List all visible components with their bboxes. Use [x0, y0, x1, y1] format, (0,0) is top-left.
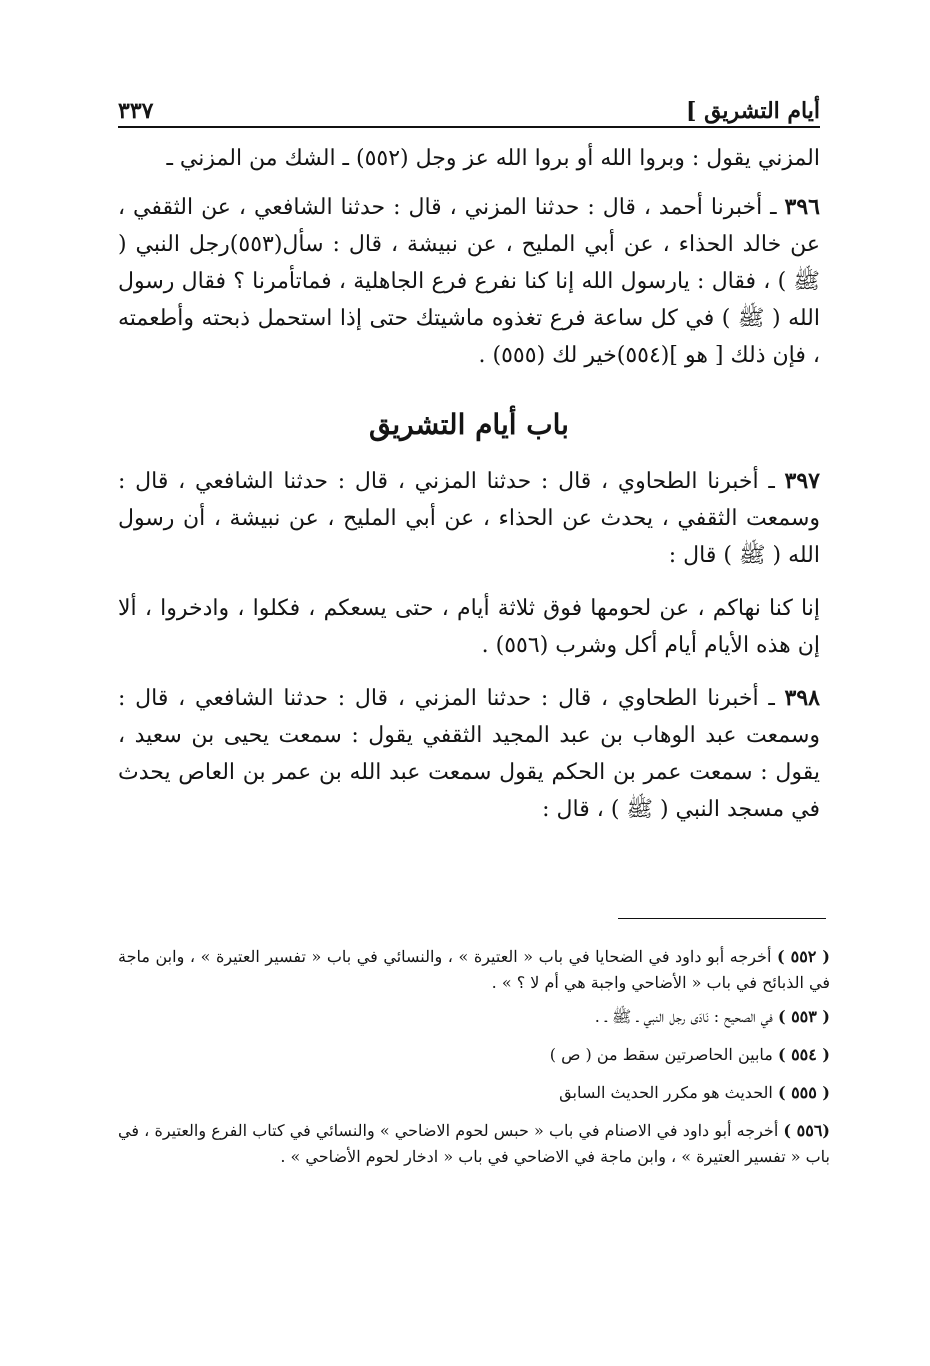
- footnote-separator: [618, 918, 826, 919]
- footnotes: [118, 944, 830, 1178]
- paragraph-396: [118, 189, 820, 374]
- footnote-number: ( ٥٥٣ ): [777, 1007, 830, 1026]
- footnote-556: [118, 1118, 830, 1170]
- footnote-554: [118, 1042, 830, 1068]
- footnote-552: [118, 944, 830, 996]
- continuation-paragraph: المزني يقول : وبروا الله أو بروا الله عز وجل (٥٥٢) ـ الشك من المزني ـ: [166, 146, 820, 171]
- footnote-553: [118, 1004, 830, 1030]
- footnote-text: مابين الحاصرتين سقط من ( ص ): [549, 1045, 778, 1064]
- page-header: [118, 84, 820, 124]
- paragraph-397-text: ـ أخبرنا الطحاوي ، قال : حدثنا المزني ، قال : حدثنا الشافعي ، قال : وسمعت الثقفي ، يحدث عن الحذاء ، عن أبي المليح ، عن نبيشة ، أن رسول الله ( ﷺ ) قال :: [118, 469, 820, 568]
- hadith-text: إنا كنا نهاكم ، عن لحومها فوق ثلاثة أيام ، حتى يسعكم ، فكلوا ، وادخروا ، ألا إن هذه الأيام أيام أكل وشرب (٥٥٦) .: [118, 596, 820, 658]
- footnote-text: أخرجه أبو داود في الضحايا في باب « العتيرة » ، والنسائي في باب « تفسير العتيرة » ، وابن ماجة في الذبائح في باب « الأضاحي واجبة هي أم لا ؟ » .: [118, 947, 830, 992]
- footnote-text: أخرجه أبو داود في الاصنام في باب « حبس لحوم الاضاحي » والنسائي في كتاب الفرع والعتيرة ، في باب « تفسير العتيرة » ، وابن ماجة في الاضاحي في باب « ادخار لحوم الأضاحي » .: [118, 1121, 830, 1166]
- page-number: ٣٣٧: [118, 98, 154, 124]
- paragraph-398: [118, 680, 820, 828]
- header-rule: [118, 126, 820, 128]
- footnote-number: ( ٥٥٥ ): [777, 1083, 830, 1102]
- paragraph-397: [118, 463, 820, 574]
- hadith-number-398: ٣٩٨: [784, 685, 820, 711]
- paragraph-396-text: ـ أخبرنا أحمد ، قال : حدثنا المزني ، قال : حدثنا الشافعي ، عن الثقفي ، عن خالد الحذاء ، عن أبي المليح ، عن نبيشة ، قال : سأل(٥٥٣)رجل النبي ( ﷺ ) ، فقال : يارسول الله إنا كنا نفرع فرع الجاهلية ، فماتأمرنا ؟ فقال رسول الله ( ﷺ ) في كل ساعة فرع تغذوه ماشيتك حتى إذا استحمل ذبحته وأطعمته ، فإن ذلك [ هو ](٥٥٤)خير لك (٥٥٥) .: [118, 195, 820, 368]
- footnote-number: ( ٥٥٤ ): [777, 1045, 830, 1064]
- hadith-number-397: ٣٩٧: [784, 468, 820, 494]
- section-heading: باب أيام التشريق: [369, 408, 569, 441]
- footnote-number: (٥٥٦ ): [783, 1121, 830, 1140]
- main-text: [118, 140, 820, 828]
- hadith-number-396: ٣٩٦: [784, 194, 820, 220]
- footnote-text: الحديث هو مكرر الحديث السابق: [559, 1083, 778, 1102]
- footnote-number: ( ٥٥٢ ): [776, 947, 830, 966]
- paragraph-398-text: ـ أخبرنا الطحاوي ، قال : حدثنا المزني ، قال : حدثنا الشافعي ، قال : وسمعت عبد الوهاب بن عبد المجيد الثقفي يقول : سمعت يحيى بن سعيد ، يقول : سمعت عمر بن الحكم يقول سمعت عبد الله بن عمر بن العاص يحدث في مسجد النبي ( ﷺ ) ، قال :: [118, 686, 820, 822]
- footnote-555: [118, 1080, 830, 1106]
- footnote-text: في الصحيح : نَادَى رجل النبي ـ ﷺ ـ .: [594, 1007, 778, 1026]
- running-title: أيام التشريق ]: [686, 98, 820, 124]
